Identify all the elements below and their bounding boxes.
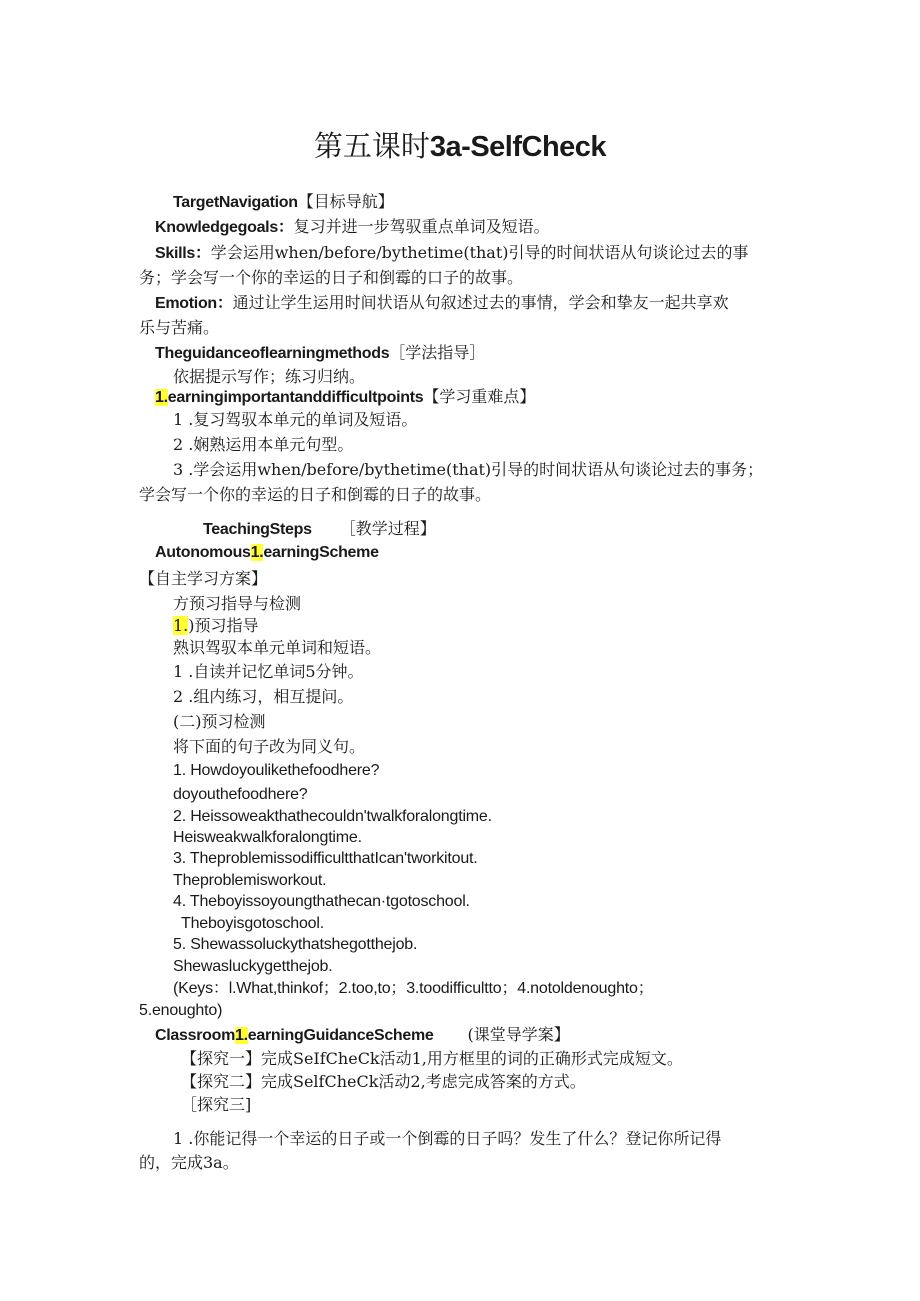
highlight-mark: 1. (155, 389, 168, 406)
emotion-line: Emotion：通过让学生运用时间状语从句叙述过去的事情，学会和挚友一起共享欢 (155, 293, 729, 312)
explore-1: 【探究一】完成SeIfCheCk活动1,用方框里的词的正确形式完成短文。 (181, 1049, 683, 1068)
autonomous-heading: Autonomous1.earningScheme (155, 544, 379, 561)
check-heading: (二)预习检测 (173, 712, 266, 731)
explore-2: 【探究二】完成SelfCheCk活动2,考虑完成答案的方式。 (181, 1072, 586, 1091)
instruction-line: 将下面的句子改为同义句。 (173, 737, 366, 756)
question-4: 4. Theboyissoyoungthathecan·tgotoschool. (173, 893, 470, 910)
question-2: 2. Heissoweakthathecouldn'twalkforalongtime. (173, 808, 492, 825)
highlight-mark: 1. (250, 544, 264, 561)
guide-item-2: 2 .组内练习，相互提问。 (173, 687, 354, 706)
answer-3: Theproblemisworkout. (173, 872, 327, 889)
emotion-line-continued: 乐与苦痛。 (139, 318, 220, 337)
skills-line: Skills：学会运用when/before/bythetime(that)引导的时间状语从句谈论过去的事 (155, 243, 749, 262)
teaching-steps-heading: TeachingSteps ［教学过程】 (203, 519, 436, 538)
preview-guide-line: 1.)预习指导 (173, 616, 259, 635)
keys-line: (Keys：l.What,thinkof；2.too,to；3.toodifficultto；4.notoldenoughto； (173, 980, 654, 997)
point-item-1: 1 .复习驾驭本单元的单词及短语。 (173, 410, 418, 429)
question-1: 1. Howdoyoulikethefoodhere? (173, 762, 380, 779)
page-title (0, 128, 920, 165)
guidance-text: 依据提示写作；练习归纳。 (173, 367, 366, 386)
point-item-2: 2 .娴熟运用本单元句型。 (173, 435, 354, 454)
answer-4: Theboyisgotoschool. (181, 915, 324, 932)
question-3: 3. TheproblemissodifficultthatIcan'tworkitout. (173, 850, 478, 867)
guide-item-1: 1 .自读并记忆单词5分钟。 (173, 662, 364, 681)
explore-question-1: 1 .你能记得一个幸运的日子或一个倒霉的日子吗？发生了什么？登记你所记得 (173, 1129, 722, 1148)
highlight-mark: 1. (173, 616, 189, 635)
answer-5: Shewasluckygetthejob. (173, 958, 333, 975)
question-5: 5. Shewassoluckythatshegotthejob. (173, 936, 418, 953)
knowledge-goals-line: Knowledgegoals：复习并进一步驾驭重点单词及短语。 (155, 217, 550, 236)
title-cn: 第五课时 (313, 129, 430, 163)
guidance-heading: Theguidanceoflearningmethods［学法指导］ (155, 343, 486, 362)
points-heading: 1.earningimportantanddifficultpoints【学习重难点】 (155, 387, 536, 406)
classroom-heading: Classroom1.earningGuidanceScheme (课堂导学案】 (155, 1025, 570, 1044)
point-item-3-continued: 学会写一个你的幸运的日子和倒霉的日子的故事。 (139, 485, 492, 504)
explore-question-1-continued: 的，完成3a。 (139, 1153, 239, 1172)
point-item-3: 3 .学会运用when/before/bythetime(that)引导的时间状语从句谈论过去的事务； (173, 460, 764, 479)
answer-2: Heisweakwalkforalongtime. (173, 829, 362, 846)
autonomous-cn: 【自主学习方案】 (139, 569, 268, 588)
skills-line-continued: 务；学会写一个你的幸运的日子和倒霉的口子的故事。 (139, 268, 524, 287)
familiar-line: 熟识驾驭本单元单词和短语。 (173, 638, 382, 657)
target-navigation-heading: TargetNavigation【目标导航】 (173, 192, 394, 211)
keys-line-continued: 5.enoughto) (139, 1002, 223, 1019)
highlight-mark: 1. (235, 1027, 248, 1044)
title-en: 3a-SelfCheck (429, 131, 607, 163)
explore-3: ［探究三] (181, 1095, 252, 1114)
preview-line: 方预习指导与检测 (173, 594, 302, 613)
answer-1: doyouthefoodhere? (173, 786, 308, 803)
